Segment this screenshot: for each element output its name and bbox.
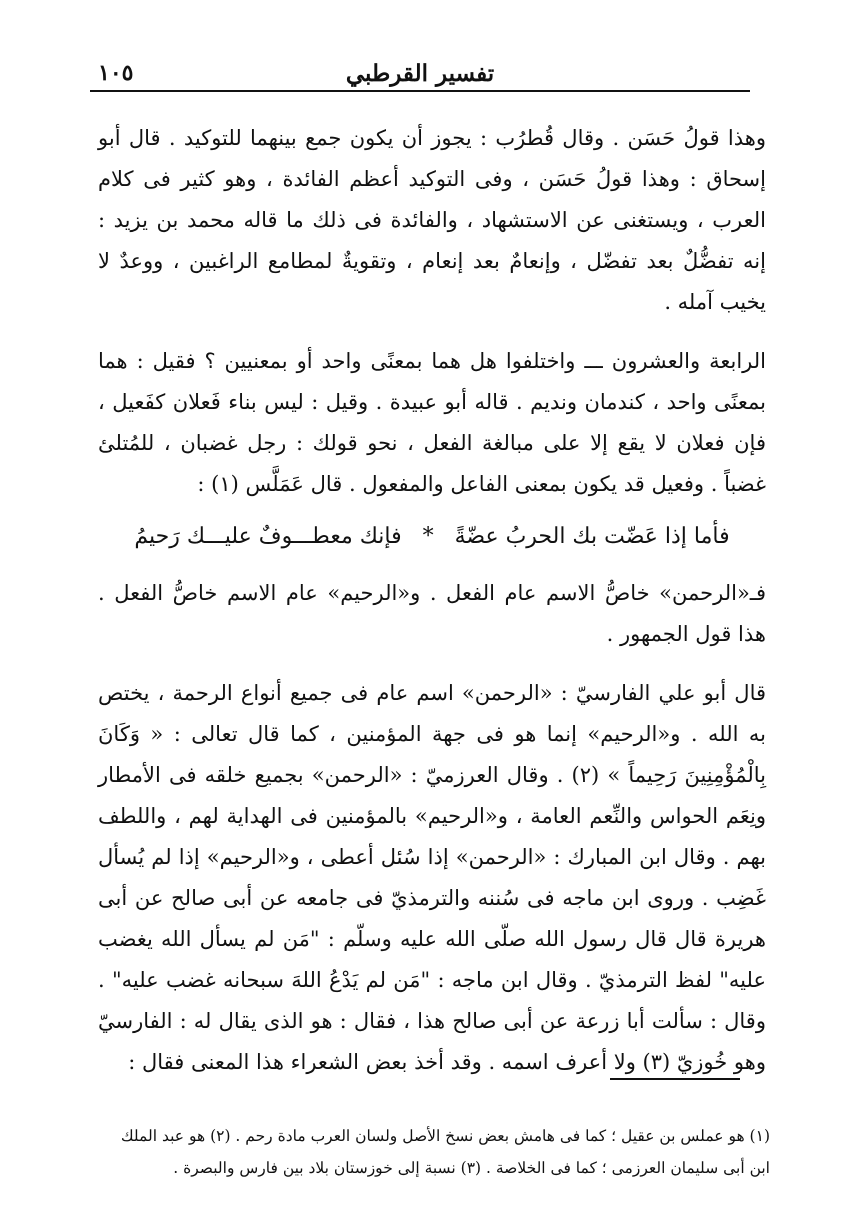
footnote-line-2: ابن أبى سليمان العرزمى ؛ كما فى الخلاصة . (٣) نسبة إلى خوزستان بلاد بين فارس والبصرة .	[173, 1159, 770, 1177]
paragraph-3: فـ«الرحمن» خاصُّ الاسم عام الفعل . و«الرحيم» عام الاسم خاصُّ الفعل . هذا قول الجمهور .	[98, 581, 766, 646]
verse-hemistich-1: فأما إذا عَضّت بك الحربُ عضّةً	[454, 524, 730, 549]
verse-separator: *	[422, 524, 434, 549]
running-header	[90, 60, 750, 92]
footnote-rule	[610, 1078, 740, 1080]
verse-hemistich-2: فإنك معطـــوفٌ عليـــك رَحيمُ	[134, 524, 402, 549]
paragraph-4: قال أبو علي الفارسيّ : «الرحمن» اسم عام فى جميع أنواع الرحمة ، يختص به الله . و«الرحيم» إنما هو فى جهة المؤمنين ، كما قال تعالى : « وَكَانَ بِالْمُؤْمِنِينَ رَحِيماً » (٢) . وقال العرزميّ : «الرحمن» بجميع خلقه فى الأمطار ونِعَم الحواس والنِّعم العامة ، و«الرحيم» بالمؤمنين فى الهداية لهم ، واللطف بهم . وقال ابن المبارك : «الرحمن» إذا سُئل أعطى ، و«الرحيم» إذا لم يُسأل غَضِب . وروى ابن ماجه فى سُننه والترمذيّ فى جامعه عن أبى صالح عن أبى هريرة قال قال رسول الله صلّى الله عليه وسلّم : "مَن لم يسأل الله يغضب عليه" لفظ الترمذيّ . وقال ابن ماجه : "مَن لم يَدْعُ اللهَ سبحانه غضب عليه" . وقال : سألت أبا زرعة عن أبى صالح هذا ، فقال : هو الذى يقال له : الفارسيّ وهو خُوزيّ (٣) ولا أعرف اسمه . وقد أخذ بعض الشعراء هذا المعنى فقال :	[98, 681, 767, 1074]
poetry-verse	[98, 515, 766, 559]
footnote-line-1: (١) هو عملس بن عقيل ؛ كما فى هامش بعض نسخ الأصل ولسان العرب مادة رحم . (٢) هو عبد الملك	[120, 1127, 770, 1145]
running-title: تفسير القرطبي	[345, 60, 495, 87]
paragraph-2: الرابعة والعشرون ـــ واختلفوا هل هما بمعنًى واحد أو بمعنيين ؟ فقيل : هما بمعنًى واحد ، كندمان ونديم . قاله أبو عبيدة . وقيل : ليس بناء فَعلان كفَعيل ، فإن فعلان لا يقع إلا على مبالغة الفعل ، نحو قولك : رجل غضبان ، للمُتلئ غضباً . وفعيل قد يكون بمعنى الفاعل والمفعول . قال عَمَلَّس (١) :	[98, 349, 766, 496]
paragraph-1: وهذا قولُ حَسَن . وقال قُطرُب : يجوز أن يكون جمع بينهما للتوكيد . قال أبو إسحاق : وهذا قولُ حَسَن ، وفى التوكيد أعظم الفائدة ، وهو كثير فى كلام العرب ، ويستغنى عن الاستشهاد ، والفائدة فى ذلك ما قاله محمد بن يزيد : إنه تفضُّلٌ بعد تفضّل ، وإنعامٌ بعد إنعام ، وتقويةٌ لمطامع الراغبين ، ووعدٌ لا يخيب آمله .	[98, 126, 766, 314]
main-text	[98, 118, 766, 1083]
footnotes	[110, 1120, 770, 1184]
page-number: ١٠٥	[98, 60, 134, 86]
